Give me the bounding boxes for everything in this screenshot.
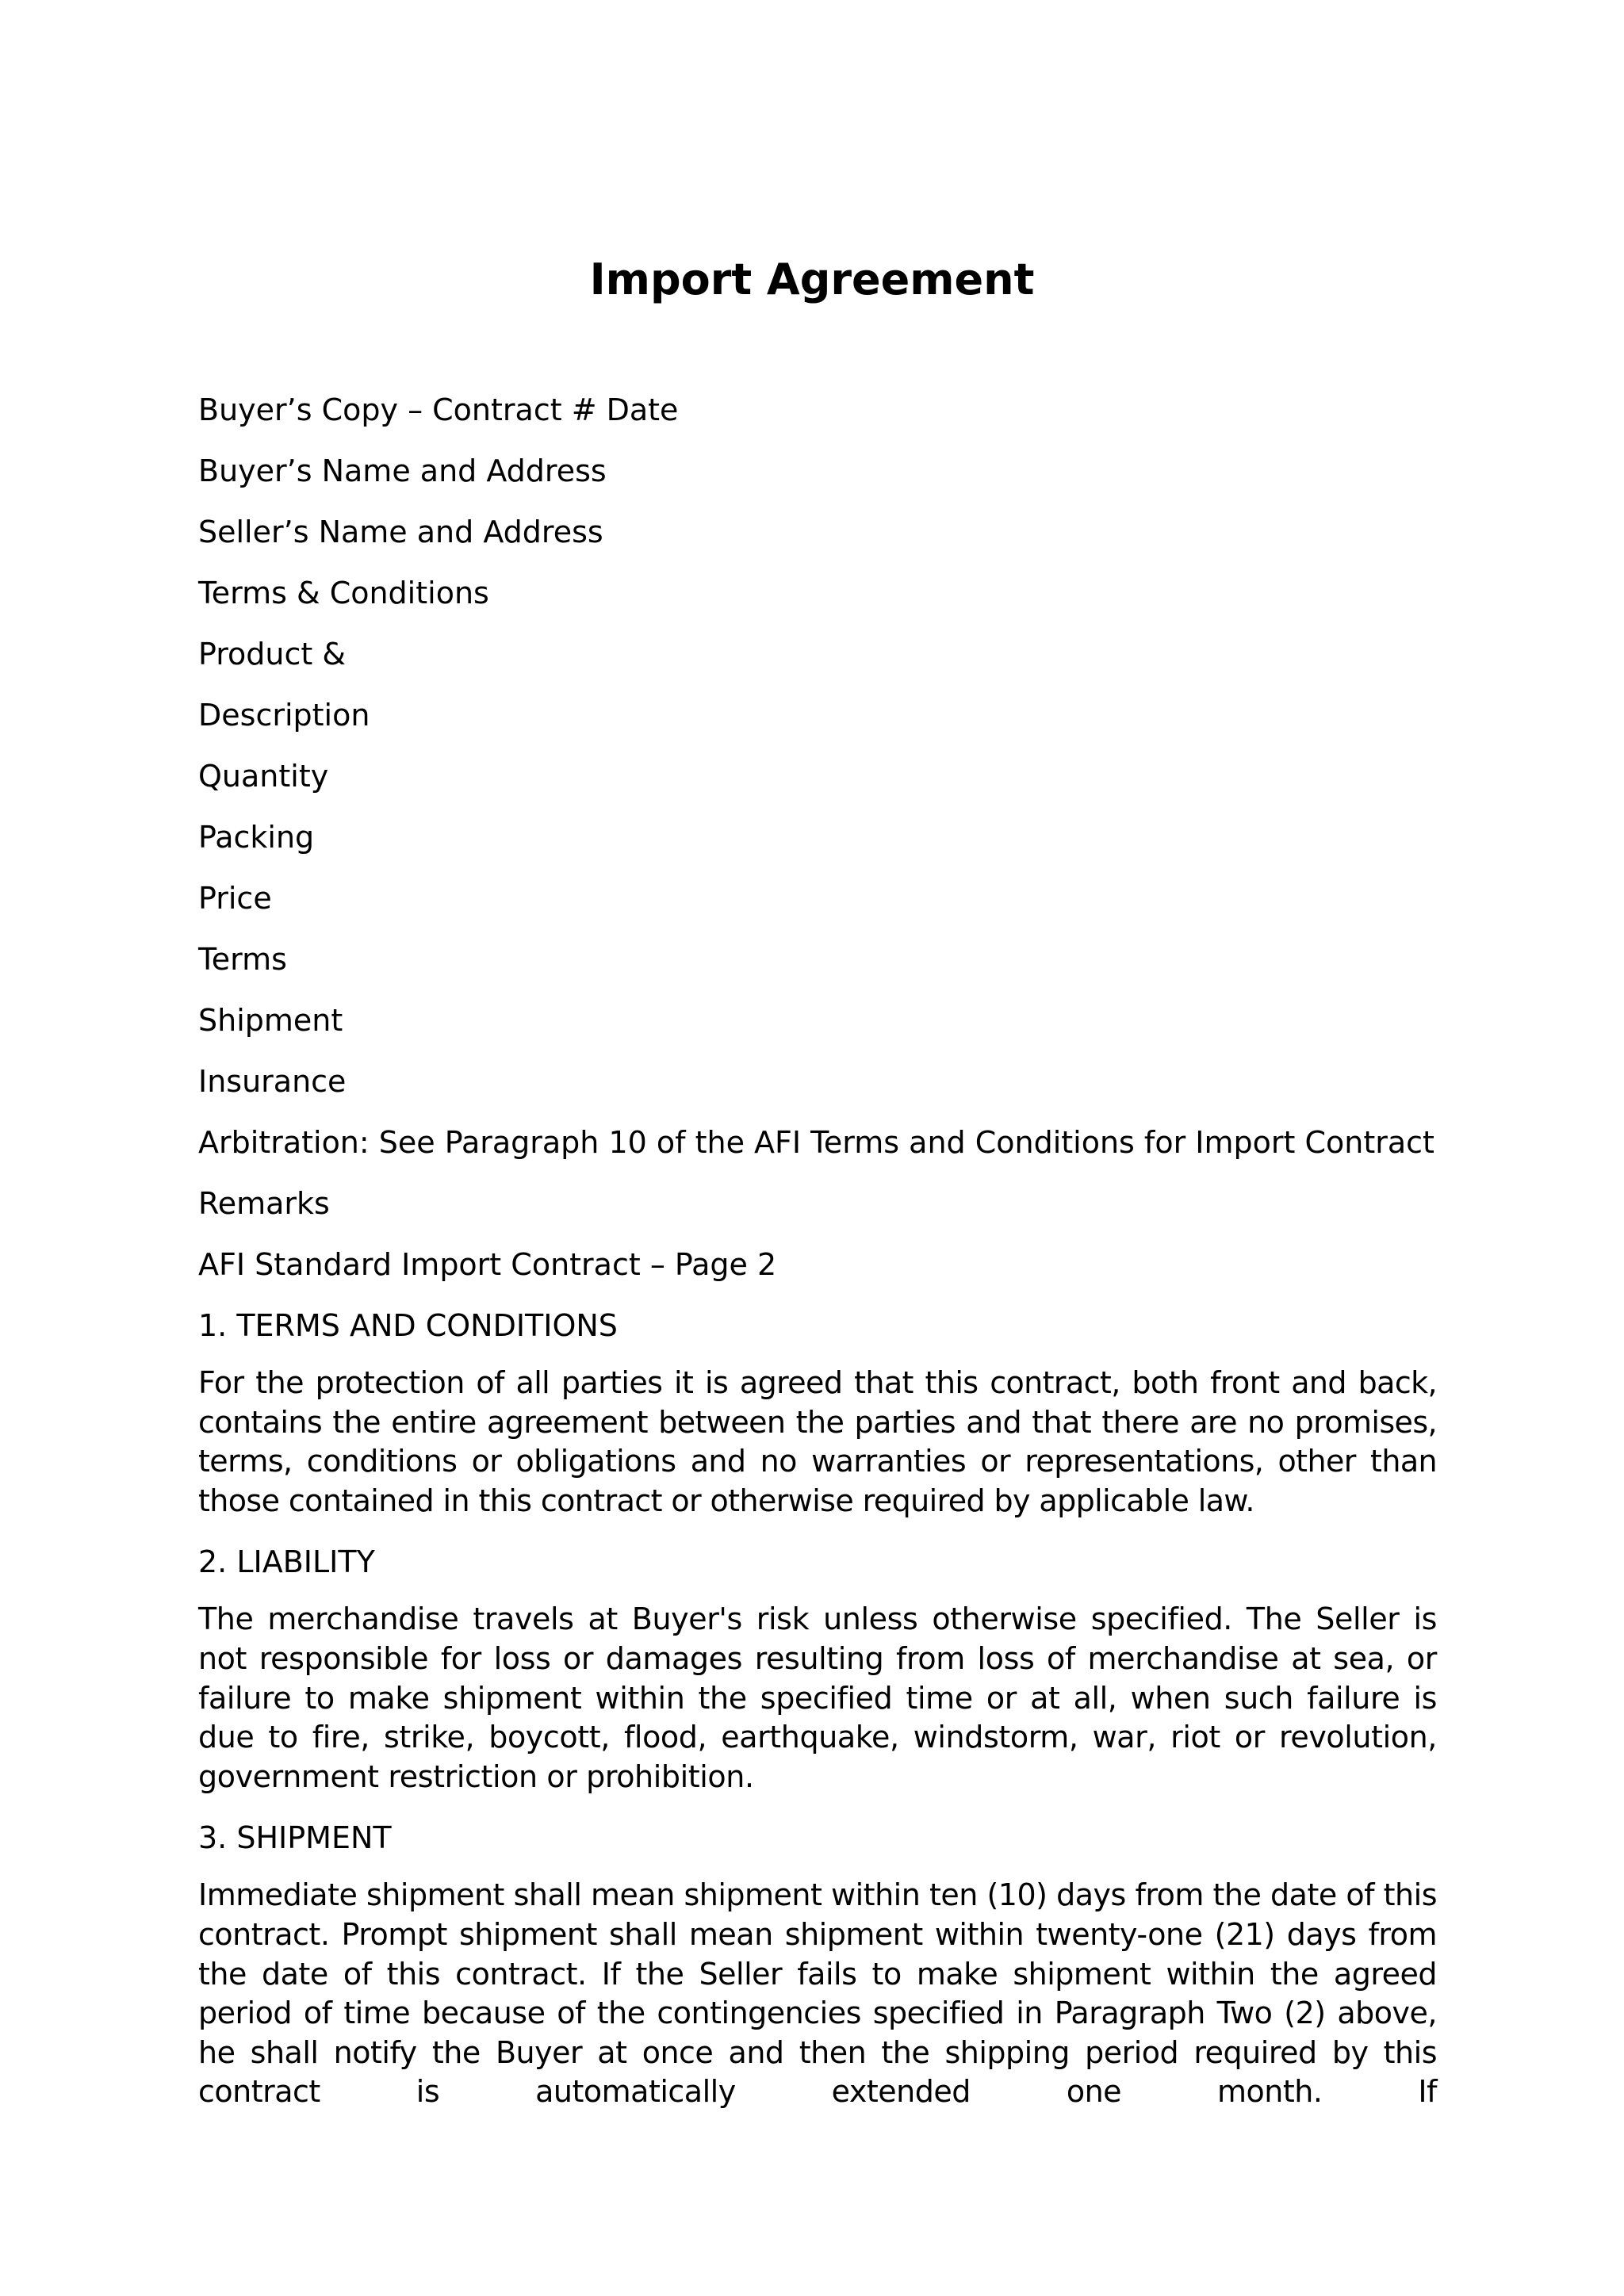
field-remarks: Remarks [198,1186,330,1221]
field-insurance: Insurance [198,1064,347,1099]
section-heading-terms: 1. TERMS AND CONDITIONS [198,1308,618,1343]
field-description: Description [198,698,370,733]
section-body-shipment: Immediate shipment shall mean shipment within ten (10) days from the date of this contract. Prompt shipment shall mean shipment within twenty-one (21) days from the date of this contract. If the Seller fails to make shipment within the agreed period of time because of the contingencies specified in Paragraph Two (2) above, he shall notify the Buyer at once and then the shipping period required by this contract is automatically extended one month. If [198,1877,1437,2110]
field-page-header: AFI Standard Import Contract – Page 2 [198,1247,777,1282]
field-product: Product & [198,637,346,672]
section-heading-liability: 2. LIABILITY [198,1544,375,1580]
section-body-liability: The merchandise travels at Buyer's risk unless otherwise specified. The Seller is not responsible for loss or damages resulting from loss of merchandise at sea, or failure to make shipment within the specified time or at all, when such failure is due to fire, strike, boycott, flood, earthquake, windstorm, war, riot or revolution, government restriction or prohibition. [198,1601,1437,1794]
field-buyers-copy: Buyer’s Copy – Contract # Date [198,392,679,427]
field-price: Price [198,881,272,916]
document-body [198,390,1437,2133]
section-body-terms: For the protection of all parties it is agreed that this contract, both front and back, contains the entire agreement between the parties and that there are no promises, terms, conditions or obligations and no warranties or representations, other than those contained in this contract or otherwise required by applicable law. [198,1365,1437,1518]
document-title: Import Agreement [589,254,1035,304]
field-buyer-name-address: Buyer’s Name and Address [198,453,607,488]
field-quantity: Quantity [198,759,329,794]
section-heading-shipment: 3. SHIPMENT [198,1820,392,1856]
field-seller-name-address: Seller’s Name and Address [198,515,603,549]
field-shipment: Shipment [198,1003,343,1038]
field-terms: Terms [198,942,287,977]
field-terms-conditions: Terms & Conditions [198,576,489,610]
field-arbitration: Arbitration: See Paragraph 10 of the AFI Terms and Conditions for Import Contract [198,1125,1434,1160]
field-packing: Packing [198,820,315,855]
